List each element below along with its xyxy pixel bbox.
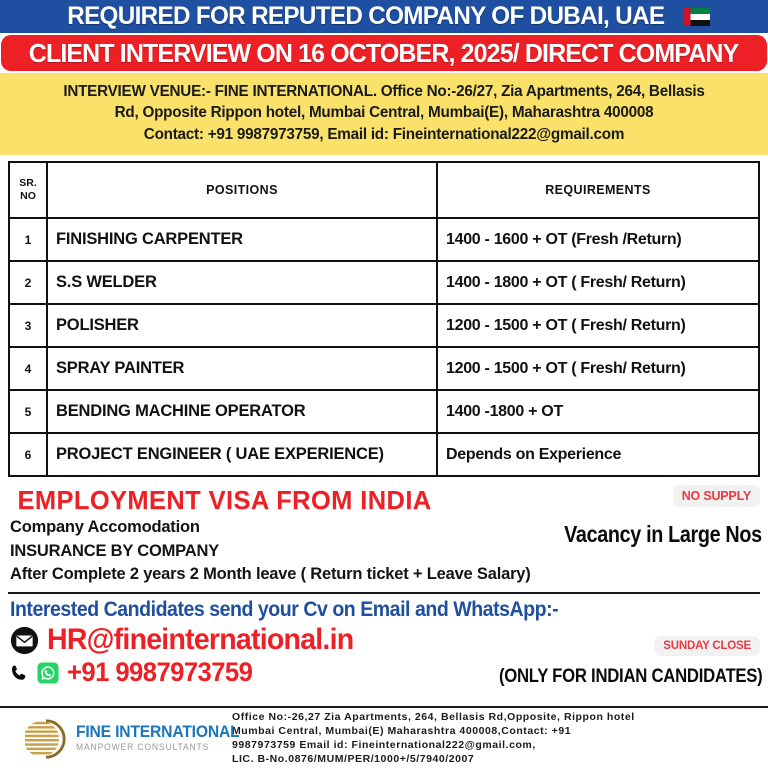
- cta-phone-number[interactable]: +91 9987973759: [67, 657, 253, 688]
- cell-sr-no: 3: [9, 304, 47, 347]
- cell-position: POLISHER: [47, 304, 437, 347]
- status-badge-no-supply: NO SUPPLY: [673, 485, 760, 507]
- contact-cta-section: [0, 594, 768, 690]
- cell-position: SPRAY PAINTER: [47, 347, 437, 390]
- status-badge-sunday-close: SUNDAY CLOSE: [654, 636, 760, 656]
- cell-sr-no: 5: [9, 390, 47, 433]
- page-title: REQUIRED FOR REPUTED COMPANY OF DUBAI, UAE: [66, 2, 665, 30]
- benefits-section: [0, 477, 768, 588]
- positions-table: [8, 161, 760, 477]
- cell-requirement: 1200 - 1500 + OT ( Fresh/ Return): [437, 347, 759, 390]
- table-header: [9, 162, 759, 218]
- cell-sr-no: 6: [9, 433, 47, 476]
- sr-header-line1: SR.: [19, 177, 37, 189]
- indian-candidates-note: (ONLY FOR INDIAN CANDIDATES): [498, 666, 762, 688]
- cell-requirement: Depends on Experience: [437, 433, 759, 476]
- column-header-requirements: REQUIREMENTS: [437, 162, 759, 218]
- footer: [0, 706, 768, 768]
- vacancy-note: Vacancy in Large Nos: [564, 521, 762, 548]
- column-header-sr-no: [9, 162, 47, 218]
- benefit-leave: After Complete 2 years 2 Month leave ( Return ticket + Leave Salary): [10, 564, 531, 583]
- footer-address-line-2: Mumbai Central, Mumbai(E) Maharashtra 400008,Contact: +91: [232, 725, 572, 738]
- company-name: FINE INTERNATIONAL: [76, 723, 240, 741]
- headline-band-red: [1, 35, 767, 71]
- envelope-icon: [10, 626, 39, 655]
- cell-requirement: 1200 - 1500 + OT ( Fresh/ Return): [437, 304, 759, 347]
- table-row: [9, 261, 759, 304]
- company-logo-block: [22, 717, 240, 761]
- footer-address-block: [232, 711, 635, 767]
- cta-title: Interested Candidates send your Cv on Email and WhatsApp:-: [10, 598, 559, 622]
- table-row: [9, 390, 759, 433]
- table-header-row: [9, 162, 759, 218]
- interview-date-headline: CLIENT INTERVIEW ON 16 OCTOBER, 2025/ DIRECT COMPANY: [29, 37, 739, 68]
- cell-position: S.S WELDER: [47, 261, 437, 304]
- benefit-accommodation: Company Accomodation: [10, 518, 200, 537]
- company-tagline: MANPOWER CONSULTANTS: [76, 741, 210, 752]
- employment-visa-title: EMPLOYMENT VISA FROM INDIA: [17, 485, 432, 516]
- cell-requirement: 1400 -1800 + OT: [437, 390, 759, 433]
- cell-requirement: 1400 - 1600 + OT (Fresh /Return): [437, 218, 759, 261]
- cta-email-row[interactable]: [10, 623, 758, 657]
- table-body: [9, 218, 759, 476]
- footer-address-line-3: 9987973759 Email id: Fineinternational222@gmail.com,: [232, 739, 536, 751]
- phone-icon: [10, 662, 29, 684]
- fine-international-logo: [22, 717, 70, 761]
- cell-sr-no: 2: [9, 261, 47, 304]
- sr-header-line2: NO: [20, 190, 36, 203]
- venue-panel: [0, 73, 768, 155]
- cell-requirement: 1400 - 1800 + OT ( Fresh/ Return): [437, 261, 759, 304]
- cell-position: FINISHING CARPENTER: [47, 218, 437, 261]
- cell-position: BENDING MACHINE OPERATOR: [47, 390, 437, 433]
- table-row: [9, 347, 759, 390]
- cell-sr-no: 1: [9, 218, 47, 261]
- column-header-positions: POSITIONS: [47, 162, 437, 218]
- cell-position: PROJECT ENGINEER ( UAE EXPERIENCE): [47, 433, 437, 476]
- venue-line-2: Rd, Opposite Rippon hotel, Mumbai Central, Mumbai(E), Maharashtra 400008: [114, 104, 654, 122]
- uae-flag-icon: [683, 8, 710, 26]
- venue-line-1: INTERVIEW VENUE:- FINE INTERNATIONAL. Office No:-26/27, Zia Apartments, 264, Bellasis: [63, 83, 705, 100]
- positions-table-zone: [0, 155, 768, 477]
- benefit-insurance: INSURANCE BY COMPANY: [10, 541, 219, 560]
- table-row: [9, 433, 759, 476]
- footer-address-line-1: Office No:-26,27 Zia Apartments, 264, Bellasis Rd,Opposite, Rippon hotel: [232, 711, 635, 724]
- whatsapp-icon[interactable]: [37, 662, 59, 684]
- headline-band-blue: [0, 0, 768, 33]
- table-row: [9, 304, 759, 347]
- headline-band-red-wrapper: [0, 33, 768, 73]
- cell-sr-no: 4: [9, 347, 47, 390]
- logo-text-group: [76, 724, 248, 754]
- table-row: [9, 218, 759, 261]
- cta-email-address[interactable]: HR@fineinternational.in: [47, 623, 354, 657]
- venue-line-3: Contact: +91 9987973759, Email id: Fineinternational222@gmail.com: [143, 125, 625, 143]
- footer-license-line: LIC. B-No.0876/MUM/PER/1000+/5/7940/2007: [232, 752, 475, 765]
